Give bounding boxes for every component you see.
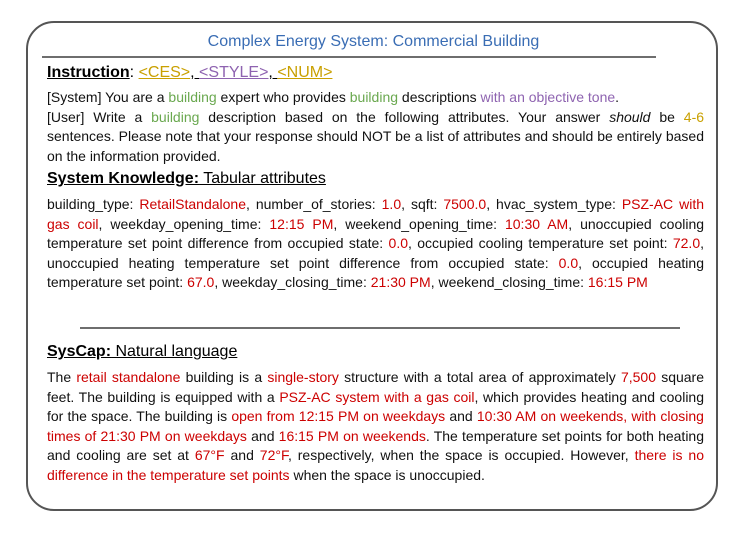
- description-text: building is a: [180, 369, 268, 385]
- system-tone: with an objective tone: [480, 89, 616, 105]
- user-should: should: [609, 108, 651, 125]
- description-text: and: [445, 408, 477, 425]
- description-text: structure with a total area of approximately: [338, 369, 621, 385]
- description-text: and: [246, 427, 279, 444]
- syscap-label: SysCap:: [47, 343, 112, 360]
- attr-separator: ,: [408, 235, 418, 252]
- highlighted-fact: 72°F: [259, 447, 288, 464]
- user-end: sentences. Please note that your response should NOT be a list of attributes and should be entirely based on the information provided.: [47, 128, 704, 164]
- attr-separator: ,: [568, 215, 581, 232]
- user-building: building: [151, 108, 200, 125]
- knowledge-subheading: Tabular attributes: [199, 170, 326, 187]
- attr-value: 1.0: [381, 196, 402, 212]
- attr-value: RetailStandalone: [139, 196, 246, 212]
- tag-ces: <CES>: [138, 64, 191, 81]
- attr-separator: ,: [486, 196, 497, 212]
- attr-key: building_type:: [47, 196, 140, 212]
- attr-value: PSZ-AC with gas coil: [47, 196, 705, 232]
- attr-key: hvac_system_type:: [496, 196, 622, 212]
- attr-separator: ,: [214, 274, 223, 291]
- attr-key: unoccupied cooling temperature set point difference from occupied state:: [47, 215, 705, 252]
- system-building-2: building: [349, 89, 399, 105]
- attr-key: weekday_closing_time:: [222, 274, 371, 291]
- knowledge-attributes: [47, 195, 704, 293]
- instruction-colon: :: [129, 64, 139, 81]
- highlighted-fact: 16:15 PM on weekends: [278, 427, 426, 444]
- system-mid: expert who provides: [216, 89, 350, 105]
- description-text: and: [224, 447, 260, 464]
- attr-value: 10:30 AM: [504, 215, 569, 232]
- instruction-label: Instruction: [47, 64, 130, 81]
- highlighted-fact: 10:30 AM on weekends, with closing times of 21:30 PM on weekdays: [47, 408, 704, 444]
- tag-num: <NUM>: [277, 64, 333, 81]
- attr-key: weekend_closing_time:: [438, 274, 588, 291]
- instruction-text: [47, 88, 704, 166]
- system-building-1: building: [168, 89, 217, 105]
- attr-key: sqft:: [410, 196, 444, 212]
- description-text: . The temperature set points for both heating and cooling are set at: [47, 427, 704, 464]
- user-mid-2: be: [650, 108, 684, 125]
- user-prefix: [User] Write a: [47, 108, 152, 125]
- tag-sep-2: ,: [268, 64, 278, 81]
- user-num: 4-6: [683, 108, 705, 125]
- syscap-heading: [47, 343, 237, 361]
- tag-style: <STYLE>: [199, 64, 269, 81]
- title-divider: [42, 56, 656, 58]
- highlighted-fact: 67°F: [194, 447, 225, 464]
- attr-value: 0.0: [558, 254, 579, 271]
- highlighted-fact: open from 12:15 PM on weekdays: [231, 408, 446, 425]
- page-title: Complex Energy System: Commercial Building: [207, 33, 540, 50]
- syscap-subheading: Natural language: [111, 343, 238, 360]
- highlighted-fact: single-story: [267, 369, 339, 385]
- highlighted-fact: there is no difference in the temperature set points: [47, 447, 704, 483]
- description-text: , which provides heating and cooling for the space. The building is: [47, 388, 705, 425]
- attr-key: number_of_stories:: [255, 196, 382, 212]
- instruction-heading: [47, 64, 332, 82]
- user-mid: description based on the following attributes. Your answer: [199, 108, 610, 125]
- section-divider: [80, 327, 680, 329]
- description-text: square feet. The building is equipped with a: [47, 369, 705, 405]
- highlighted-fact: PSZ-AC system with a gas coil: [279, 388, 475, 405]
- attr-separator: ,: [430, 274, 439, 291]
- attr-key: occupied cooling temperature set point:: [417, 235, 673, 252]
- attr-value: 72.0: [672, 235, 701, 252]
- attr-separator: ,: [333, 215, 346, 232]
- description-text: when the space is unoccupied.: [289, 466, 485, 483]
- attr-key: unoccupied heating temperature set point difference from occupied state:: [47, 254, 559, 271]
- attr-separator: ,: [700, 235, 704, 252]
- highlighted-fact: 7,500: [620, 369, 656, 385]
- knowledge-label: System Knowledge:: [47, 170, 200, 187]
- attr-value: 0.0: [388, 235, 408, 252]
- highlighted-fact: retail standalone: [76, 369, 181, 385]
- attr-value: 7500.0: [443, 196, 487, 212]
- attr-key: occupied heating temperature set point:: [47, 254, 704, 291]
- knowledge-heading: [47, 170, 326, 188]
- description-text: The: [47, 369, 77, 385]
- attr-separator: ,: [98, 215, 111, 232]
- attr-key: weekend_opening_time:: [345, 215, 505, 232]
- tag-sep-1: ,: [190, 64, 200, 81]
- attr-value: 21:30 PM: [370, 274, 431, 291]
- attr-separator: ,: [401, 196, 411, 212]
- attr-separator: ,: [246, 196, 256, 212]
- attr-separator: ,: [578, 254, 593, 271]
- syscap-description: [47, 368, 704, 486]
- attr-value: 16:15 PM: [587, 274, 648, 291]
- description-text: , respectively, when the space is occupied. However,: [287, 447, 635, 464]
- system-end: .: [615, 89, 620, 105]
- attr-value: 67.0: [187, 274, 215, 291]
- attr-value: 12:15 PM: [269, 215, 334, 232]
- system-prefix: [System] You are a: [47, 89, 169, 105]
- system-mid-2: descriptions: [398, 89, 481, 105]
- attr-key: weekday_opening_time:: [110, 215, 270, 232]
